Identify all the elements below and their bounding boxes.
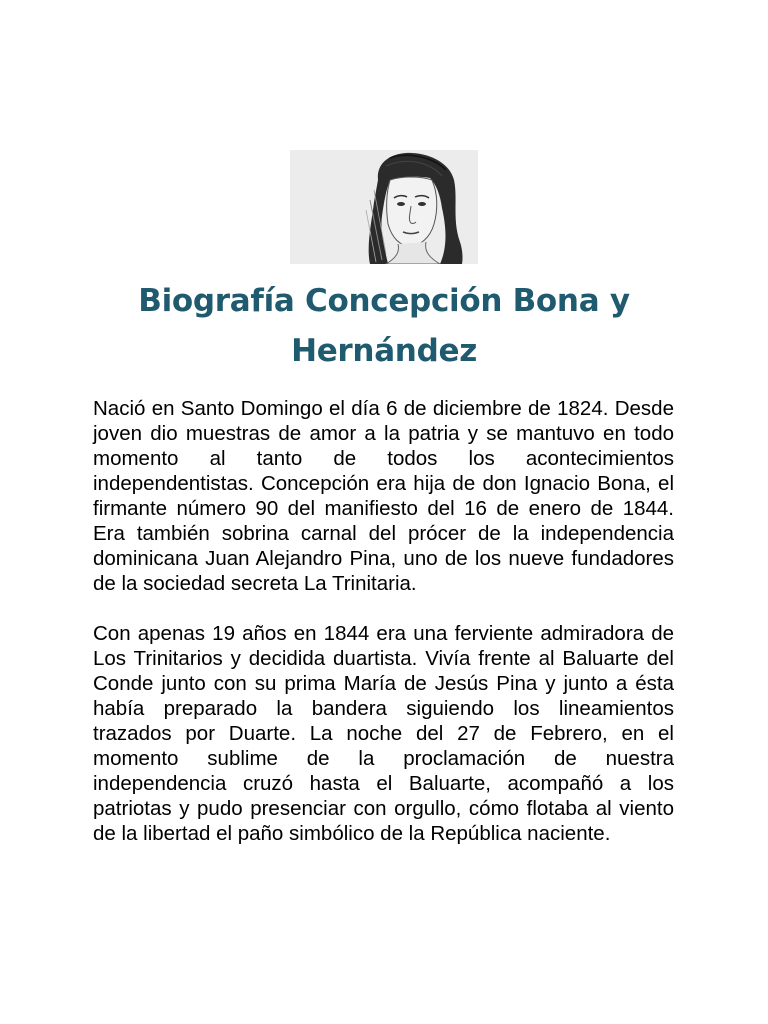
page-title: Biografía Concepción Bona y Hernández: [138, 283, 630, 369]
paragraph-birth-family: Nació en Santo Domingo el día 6 de diciembre de 1824. Desde joven dio muestras de amor a la patria y se mantuvo en todo momento al tanto de todos los acontecimientos independentistas. Concepción era hija de don Ignacio Bona, el firmante número 90 del manifiesto del 16 de enero de 1844. Era también sobrina carnal del prócer de la independencia dominicana Juan Alejandro Pina, uno de los nueve fundadores de la sociedad secreta La Trinitaria.: [93, 397, 674, 595]
paragraph-independence: Con apenas 19 años en 1844 era una ferviente admiradora de Los Trinitarios y decidida duartista. Vivía frente al Baluarte del Conde junto con su prima María de Jesús Pina y junto a ésta había preparado la bandera siguiendo los lineamientos trazados por Duarte. La noche del 27 de Febrero, en el momento sublime de la proclamación de nuestra independencia cruzó hasta el Baluarte, acompañó a los patriotas y pudo presenciar con orgullo, cómo flotaba al viento de la libertad el paño simbólico de la República naciente.: [93, 622, 674, 845]
biography-body: [93, 396, 674, 871]
portrait-sketch: [290, 150, 478, 264]
portrait-image: [290, 150, 478, 264]
